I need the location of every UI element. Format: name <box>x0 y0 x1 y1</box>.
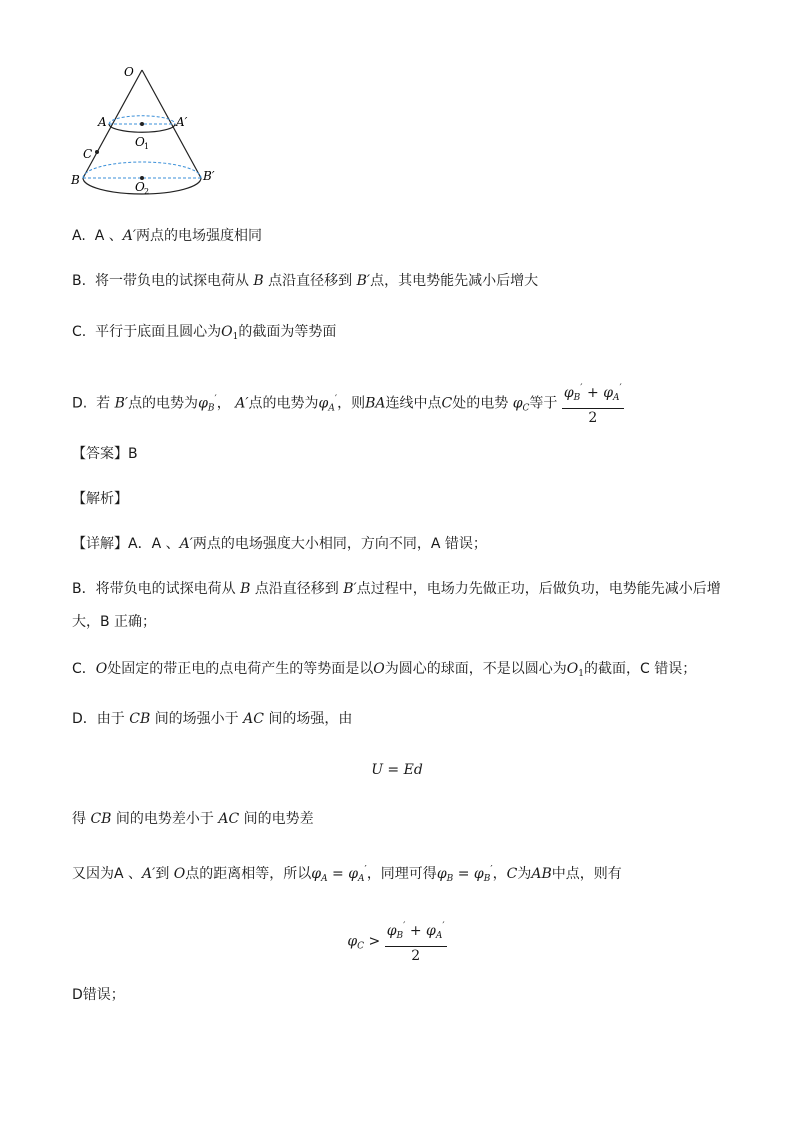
frac-prime: ′ <box>619 383 622 394</box>
detail-c-text: 的截面，C 错误； <box>583 661 697 677</box>
option-d-text: 处的电势 <box>452 395 509 412</box>
detail-d-text: 间的场强小于 <box>154 711 239 727</box>
option-a-math: A′ <box>122 228 137 244</box>
option-d-prefix: D. <box>72 395 88 412</box>
option-c <box>72 322 336 347</box>
base-circle-back <box>83 162 201 178</box>
option-a <box>72 226 262 246</box>
option-c-text: 的截面为等势面 <box>238 324 337 340</box>
frac-prime: ′ <box>580 383 583 394</box>
label-o1-sub: 1 <box>144 142 150 151</box>
detail-d-text: 间的电势差小于 <box>115 811 214 827</box>
option-a-prefix: A. <box>72 228 86 244</box>
detail-c <box>72 659 696 684</box>
detail-a <box>72 534 487 554</box>
option-c-math: O <box>221 324 233 340</box>
detail-d-phi: φ <box>436 866 447 882</box>
inequality-formula <box>0 918 794 965</box>
option-d-text: 等于 <box>529 395 558 412</box>
option-d-text: 连线中点 <box>385 395 442 412</box>
formula-text: U = Ed <box>371 762 423 778</box>
option-d-phi: φ <box>512 395 523 412</box>
option-d-text: 点的电势为 <box>128 395 199 412</box>
detail-label: 【详解】 <box>72 536 128 552</box>
detail-a-text: A．A <box>128 536 162 552</box>
frac-plus: + <box>587 385 599 401</box>
answer-label: 【答案】 <box>72 446 128 462</box>
label-o2-sub: 2 <box>144 187 150 196</box>
option-b-text: 将一带负电的试探电荷从 <box>94 273 249 289</box>
option-b-math: B′ <box>356 273 371 289</box>
point-c <box>95 150 99 154</box>
frac-phi: φ <box>386 923 397 939</box>
option-d-math: B′ <box>114 395 129 412</box>
option-d-text: ， <box>216 395 231 412</box>
option-b-text: 点沿直径移到 <box>268 273 353 289</box>
ineq-fraction <box>385 918 447 965</box>
detail-a-text: 两点的电场强度大小相同，方向不同，A 错误； <box>192 536 487 552</box>
detail-d-text: 又因为A <box>72 866 124 882</box>
point-o1 <box>140 122 144 126</box>
detail-d-text: ， <box>492 866 507 882</box>
answer-value: B <box>128 446 138 462</box>
frac-plus: + <box>409 923 422 939</box>
frac-prime: ′ <box>442 921 445 932</box>
detail-c-math: O <box>373 661 385 677</box>
detail-d-conclusion <box>72 985 125 1005</box>
option-a-text: 、 <box>108 228 123 244</box>
ineq-phi: φ <box>347 933 358 950</box>
detail-d-phi-sub: A <box>358 874 365 884</box>
detail-d-text: 点的距离相等，所以 <box>185 866 312 882</box>
option-d-text: 若 <box>96 395 111 412</box>
detail-c-text: 处固定的带正电的点电荷产生的等势面是以 <box>107 661 374 677</box>
option-c-math-sub: 1 <box>232 332 239 342</box>
option-c-text: 平行于底面且圆心为 <box>95 324 222 340</box>
detail-d-phi: φ <box>473 866 484 882</box>
detail-d-math: O <box>173 866 186 882</box>
cone-figure <box>66 58 236 206</box>
frac-phi-sub: B <box>573 393 581 403</box>
option-b-text: 点，其电势能先减小后增大 <box>370 273 539 289</box>
option-d-fraction <box>562 380 624 427</box>
option-d-text: ，则 <box>337 395 366 412</box>
detail-d-text: ，同理可得 <box>366 866 437 882</box>
detail-d-prime: ′ <box>490 864 493 875</box>
detail-d-line2 <box>72 809 314 829</box>
option-d-math: BA <box>365 395 386 412</box>
cone-diagram <box>66 58 236 206</box>
detail-c-text: C． <box>72 661 96 677</box>
detail-d-text: D．由于 <box>72 711 125 727</box>
detail-d-text: 、 <box>128 866 143 882</box>
option-d-phi-sub: A <box>328 403 335 414</box>
frac-denominator: 2 <box>588 410 598 426</box>
detail-b-text: 点沿直径移到 <box>254 581 339 597</box>
detail-d-line1 <box>72 709 352 729</box>
option-d-phi-sub: C <box>522 403 530 414</box>
detail-d-phi-sub: B <box>446 874 454 884</box>
detail-b-math: B <box>240 581 251 597</box>
formula-u-ed <box>0 760 794 780</box>
detail-d-math: A′ <box>142 866 156 882</box>
detail-c-math: O <box>566 661 579 677</box>
detail-d-eq: = <box>332 866 344 882</box>
label-o: O <box>124 65 134 79</box>
detail-d-math: C <box>506 866 518 882</box>
label-c: C <box>83 147 93 161</box>
label-a: A <box>98 115 107 129</box>
ineq-gt: > <box>368 933 381 950</box>
option-c-prefix: C. <box>72 324 87 340</box>
frac-phi-sub: A <box>435 931 443 941</box>
detail-c-text: 为圆心的球面，不是以圆心为 <box>384 661 567 677</box>
detail-a-math: A′ <box>179 536 193 552</box>
option-d-phi-sub: B <box>207 403 215 414</box>
analysis-label: 【解析】 <box>72 491 128 507</box>
option-d-phi: φ <box>198 395 208 412</box>
detail-d-text: 得 <box>72 811 86 827</box>
detail-d-prime: ′ <box>364 864 367 875</box>
frac-denominator: 2 <box>411 948 421 964</box>
option-b-math: B <box>253 273 264 289</box>
detail-b-math: B′ <box>343 581 357 597</box>
label-b: B <box>71 173 80 187</box>
label-o2: O <box>135 180 145 194</box>
option-b <box>72 271 538 291</box>
cone-left-edge <box>83 70 142 178</box>
detail-d-text: 间的场强，由 <box>268 711 353 727</box>
detail-d-final: D错误； <box>72 987 125 1003</box>
label-b-prime: B′ <box>203 169 215 183</box>
detail-d-phi-sub: A <box>321 874 328 884</box>
label-a-prime: A′ <box>176 115 188 129</box>
detail-d-text: 中点，则有 <box>551 866 622 882</box>
detail-d-math: AC <box>243 711 264 727</box>
detail-d-math: AC <box>218 811 240 827</box>
detail-b-text: B．将带负电的试探电荷从 <box>72 581 236 597</box>
option-d-math: A′ <box>235 395 249 412</box>
detail-a-text: 、 <box>165 536 180 552</box>
frac-phi: φ <box>563 385 574 401</box>
detail-b-text: 点过程中，电场力先做正功，后做负功，电势能先减小后增 <box>356 581 721 597</box>
detail-d-text: 间的电势差 <box>243 811 314 827</box>
frac-phi-sub: A <box>613 393 620 403</box>
option-d <box>72 380 624 427</box>
detail-d-phi-sub: B <box>483 874 491 884</box>
detail-c-math: O <box>95 661 108 677</box>
label-o1: O <box>135 135 145 149</box>
detail-d-math: CB <box>129 711 151 727</box>
detail-d-eq: = <box>457 866 470 882</box>
option-a-text: A <box>94 228 105 244</box>
detail-b-line2 <box>72 612 156 632</box>
analysis-heading <box>72 489 128 509</box>
detail-d-math: AB <box>531 866 552 882</box>
detail-d-text: 为 <box>517 866 532 882</box>
frac-phi: φ <box>426 923 436 939</box>
detail-c-math-sub: 1 <box>578 669 584 679</box>
answer-line <box>72 444 138 464</box>
detail-b-line1 <box>72 579 721 599</box>
ineq-phi-sub: C <box>357 941 365 952</box>
detail-d-phi: φ <box>311 866 322 882</box>
option-d-math: C <box>441 395 453 412</box>
option-d-prime: ′ <box>214 393 217 405</box>
frac-phi-sub: B <box>396 931 404 941</box>
frac-prime: ′ <box>403 921 406 932</box>
option-d-prime: ′ <box>334 393 338 405</box>
option-d-text: 点的电势为 <box>248 395 319 412</box>
detail-b-text: 大，B 正确； <box>72 614 157 630</box>
option-d-phi: φ <box>318 395 329 412</box>
detail-d-phi: φ <box>348 866 359 882</box>
detail-d-line3 <box>72 858 622 891</box>
frac-phi: φ <box>603 385 614 401</box>
option-a-text: 两点的电场强度相同 <box>136 228 263 244</box>
detail-d-math: CB <box>90 811 112 827</box>
option-b-prefix: B. <box>72 273 87 289</box>
detail-d-text: 到 <box>155 866 170 882</box>
